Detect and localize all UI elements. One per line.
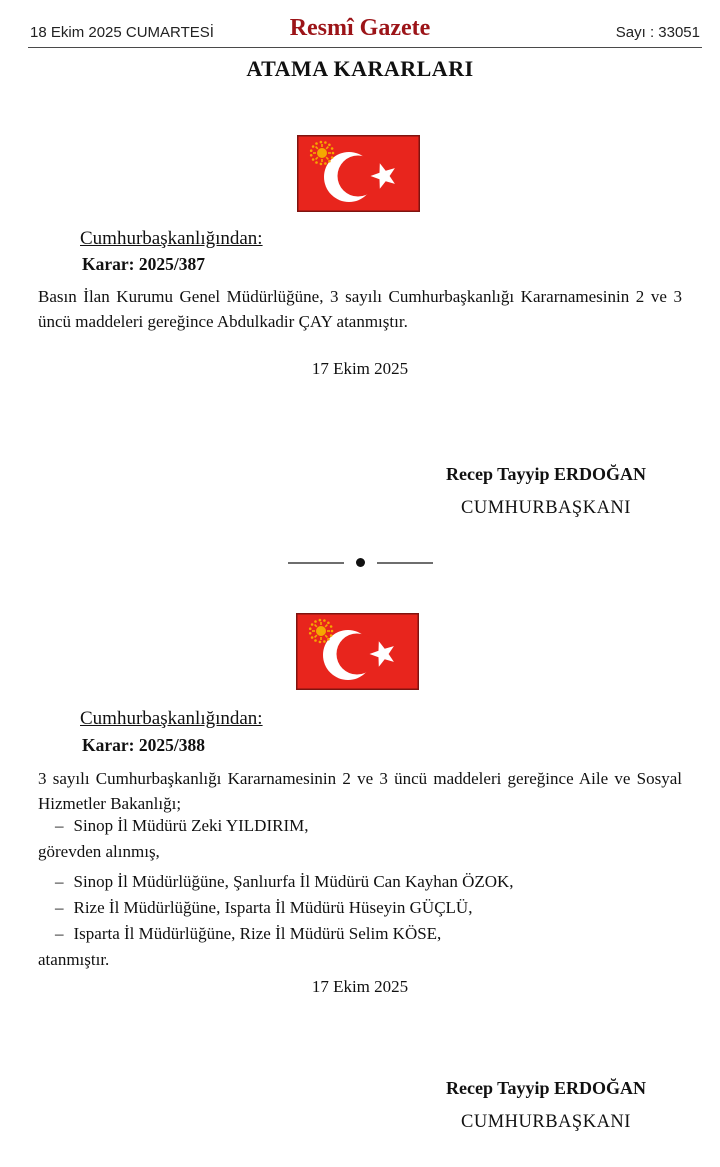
dash-glyph: – xyxy=(55,872,64,891)
removed-note: görevden alınmış, xyxy=(38,842,160,861)
signature-title: CUMHURBAŞKANI xyxy=(461,1112,631,1132)
separator-dot xyxy=(356,558,365,567)
signature-name: Recep Tayyip ERDOĞAN xyxy=(445,464,647,484)
turkish-presidential-flag-icon xyxy=(297,135,420,212)
section2-appointment-list xyxy=(38,813,688,973)
page-title: ATAMA KARARLARI xyxy=(246,56,474,81)
dash-glyph: – xyxy=(55,924,64,943)
dash-glyph: – xyxy=(55,816,64,835)
section1-authority: Cumhurbaşkanlığından: xyxy=(80,228,263,249)
header-divider xyxy=(28,47,702,48)
signature-title: CUMHURBAŞKANI xyxy=(461,498,631,518)
list-item-text: Rize İl Müdürlüğüne, Isparta İl Müdürü Hüseyin GÜÇLÜ, xyxy=(73,898,473,917)
appointed-note: atanmıştır. xyxy=(38,950,110,969)
section2-signature xyxy=(396,1078,696,1133)
section1-decision-number: Karar: 2025/387 xyxy=(82,254,205,274)
list-item xyxy=(38,895,688,921)
list-item-text: Sinop İl Müdürü Zeki YILDIRIM, xyxy=(73,816,309,835)
section-separator xyxy=(0,558,720,567)
signature-name: Recep Tayyip ERDOĞAN xyxy=(445,1078,647,1098)
list-item xyxy=(38,869,688,895)
section2-authority: Cumhurbaşkanlığından: xyxy=(80,708,263,729)
list-item-text: Isparta İl Müdürlüğüne, Rize İl Müdürü Selim KÖSE, xyxy=(73,924,442,943)
section1-body: Basın İlan Kurumu Genel Müdürlüğüne, 3 sayılı Cumhurbaşkanlığı Kararnamesinin 2 ve 3 üncü maddeleri gereğince Abdulkadir ÇAY atanmıştır. xyxy=(38,287,682,331)
header-issue-number: Sayı : 33051 xyxy=(615,24,700,41)
dash-glyph: – xyxy=(55,898,64,917)
section1-date: 17 Ekim 2025 xyxy=(311,359,409,378)
section2-date: 17 Ekim 2025 xyxy=(311,977,409,996)
section2-decision-number: Karar: 2025/388 xyxy=(82,735,205,755)
header-date: 18 Ekim 2025 CUMARTESİ xyxy=(30,24,214,41)
list-item xyxy=(38,813,688,839)
section2-body: 3 sayılı Cumhurbaşkanlığı Kararnamesinin 2 ve 3 üncü maddeleri gereğince Aile ve Sosyal Hizmetler Bakanlığı; xyxy=(38,769,682,813)
turkish-presidential-flag-icon xyxy=(296,613,419,690)
separator-line-right xyxy=(377,562,433,564)
gazette-title: Resmî Gazete xyxy=(289,15,431,41)
list-item xyxy=(38,921,688,947)
list-item-text: Sinop İl Müdürlüğüne, Şanlıurfa İl Müdürü Can Kayhan ÖZOK, xyxy=(73,872,514,891)
separator-line-left xyxy=(288,562,344,564)
section1-signature xyxy=(396,464,696,519)
